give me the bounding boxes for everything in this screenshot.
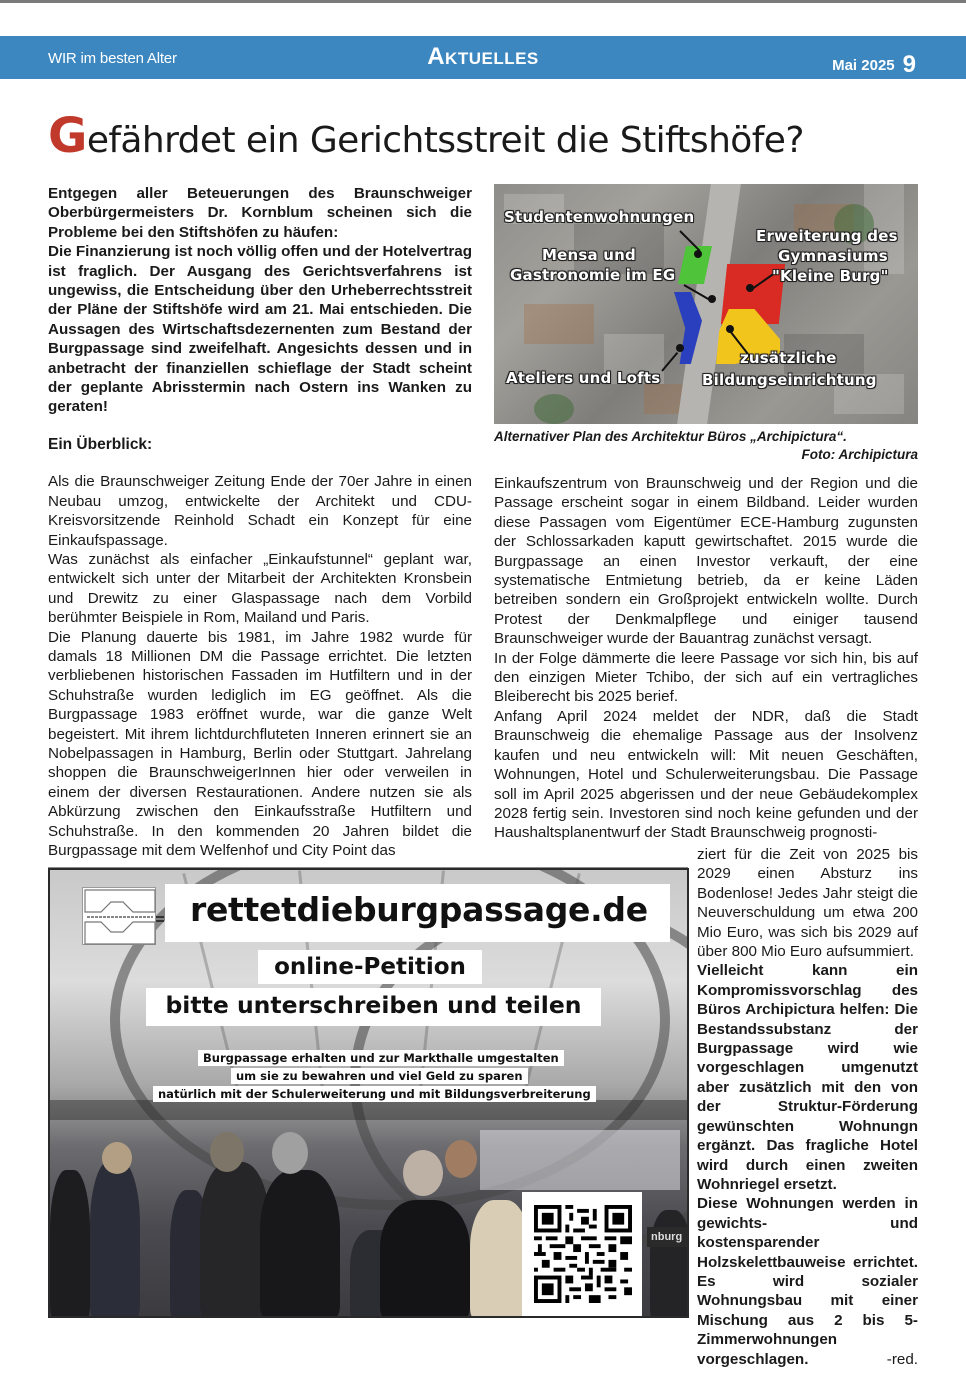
ad-line-2: um sie zu bewahren und viel Geld zu sparen xyxy=(231,1068,528,1084)
signature: -red. xyxy=(886,1350,918,1368)
label-mensa-2: Gastronomie im EG xyxy=(510,266,676,284)
petition-advertisement xyxy=(48,868,689,1318)
article-column-right xyxy=(494,474,918,843)
label-extension-2: Gymnasiums xyxy=(778,247,888,265)
ad-line-1: Burgpassage erhalten und zur Markthalle umgestalten xyxy=(198,1050,564,1066)
closing-paragraph-2: Diese Wohnungen werden in gewichts- und kostensparender Holzskelettbauweise errichtet. Es wird sozialer Wohnungsbau mit einer Mischung aus 2 bis 5-Zimmerwohnungen vorgeschlagen. -red. xyxy=(697,1195,918,1368)
headline-text: efährdet ein Gerichtsstreit die Stiftshöfe? xyxy=(86,120,804,161)
section-subhead: Ein Überblick: xyxy=(48,435,153,453)
figure-caption xyxy=(494,428,918,464)
body-paragraph: Als die Braunschweiger Zeitung Ende der 70er Jahre in einen Neubau umzog, entwickelte der Architekt und CDU-Kreisvorsitzende Reinhold Schadt ein Konzept für eine Einkaufspassage. xyxy=(48,473,472,549)
label-extension-3: "Kleine Burg" xyxy=(772,267,889,285)
headline-initial: G xyxy=(48,108,87,164)
issue-info xyxy=(832,49,916,77)
qr-code-icon[interactable] xyxy=(534,1204,632,1304)
label-mensa-1: Mensa und xyxy=(542,246,636,264)
storefront-sign: nburg xyxy=(647,1227,689,1247)
issue-date: Mai 2025 xyxy=(832,57,895,74)
body-paragraph: Die Planung dauerte bis 1981, im Jahre 1982 wurde für damals 18 Millionen DM die Passage errichtet. Die letzten verbliebenen historischen Fassaden im Hutfiltern und in der Schuhstraße wurden lediglich im EG geöffnet. Als die Burgpassage 1983 eröffnet wurde, war die ganze Welt begeistert. Mit ihrem lichtdurchfluteten Inneren erinnert sie an Nobelpassagen in Hamburg, Berlin oder Stuttgart. Jahrelang shoppen die BraunschweigerInnen hier oder verweilen in einem der diversen Restaurationen. Andere nutzen sie als Abkürzung zwischen den Einkaufsstraße Hutfiltern und Schuhstraße. In den kommenden 20 Jahren bildet die Burgpassage mit dem Welfenhof und City Point das xyxy=(48,628,472,859)
body-paragraph: Was zunächst als einfacher „Einkaufstunnel“ geplant war, entwickelt sich unter der Mitarbeit der Architekten Kronsbein und Drewitz zu einer Glaspassage nach dem Vorbild berühmter Beispiele in Rom, Mailand und Paris. xyxy=(48,550,472,627)
publication-name: WIR im besten Alter xyxy=(48,50,177,67)
label-ateliers: Ateliers und Lofts xyxy=(506,369,661,387)
page-top-rule xyxy=(0,0,966,3)
label-student-housing: Studentenwohnungen xyxy=(504,208,695,226)
body-paragraph: In der Folge dämmerte die leere Passage vor sich hin, bis auf den einzigen Mieter Tchibo, der sich auf ein vertragliches Bleiberecht bis 2025 berief. xyxy=(494,649,918,706)
header-bar xyxy=(0,36,966,79)
caption-text: Alternativer Plan des Architektur Büros „Archipictura“. xyxy=(494,429,847,444)
petition-label: online-Petition xyxy=(274,954,466,980)
association-logo xyxy=(82,887,156,945)
architect-plan-image xyxy=(494,184,918,424)
page-number: 9 xyxy=(902,51,916,78)
article-column-narrow xyxy=(697,845,918,1369)
body-paragraph: Einkaufszentrum von Braunschweig und der Region und die Passage erscheint sogar in einem Bildband. Leider wurden diese Passagen vom Eigentümer ECE-Hamburg zugunsten der Schlossarkaden kaputt gewirtschaftet. 2015 wurde die Burgpassage an einen Investor verkauft, der eine systematische Entmietung betrieb, da er keine Läden betreiben sondern ein Großprojekt entwickeln wollte. Durch Protest der Denkmalpflege und einiger tausend Braunschweiger wurde der Bauantrag zunächst versagt. xyxy=(494,475,918,648)
lead-paragraph-1: Entgegen aller Beteuerungen des Braunschweiger Oberbürgermeisters Dr. Kornblum scheinen sich die Probleme bei den Stiftshöfen zu häufen: xyxy=(48,185,472,241)
closing-paragraph-1: Vielleicht kann ein Kompromissvorschlag des Büros Archipictura helfen: Die Bestandssubstanz der Burgpassage wird wie vorgeschlagen umgenutzt aber zusätzlich mit den von der Struktur-Förderung gewünschten Wohnungn ergänzt. Das fragliche Hotel wird durch einen zweiten Wohnriegel ersetzt. xyxy=(697,962,918,1193)
label-education-1: zusätzliche xyxy=(740,349,837,367)
photo-credit: Foto: Archipictura xyxy=(801,447,918,462)
body-paragraph: Anfang April 2024 meldet der NDR, daß die Stadt Braunschweig die ehemalige Passage aus der Insolvenz kaufen und neu entwickeln will: Mit neuen Geschäften, Wohnungen, Hotel und Schulerweiterungsbau. Die Passage soll im April 2025 abgerissen und der neue Gebäudekomplex 2028 fertig sein. Investoren sind noch keine gefunden und der Haushaltsplanentwurf der Stadt Braunschweig prognosti- xyxy=(494,707,918,842)
section-title: Aktuelles xyxy=(427,43,539,70)
body-paragraph: ziert für die Zeit von 2025 bis 2029 einen Absturz ins Bodenlose! Jedes Jahr steigt die Neuverschuldung um etwa 200 Mio Euro, was sich bis 2029 auf über 800 Mio Euro aufsummiert. xyxy=(697,846,918,961)
petition-url[interactable]: rettetdieburgpassage.de xyxy=(190,890,648,929)
label-education-2: Bildungseinrichtung xyxy=(702,371,877,389)
ad-line-3: natürlich mit der Schulerweiterung und mit Bildungsverbreiterung xyxy=(153,1086,596,1102)
call-to-action: bitte unterschreiben und teilen xyxy=(165,991,582,1019)
lead-paragraph-2: Die Finanzierung ist noch völlig offen und der Hotelvertrag ist fraglich. Der Ausgang des Gerichtsverfahrens ist ungewiss, die Entscheidung über den Urheberrechtsstreit der Pläne der Stiftshöfe wird am 21. Mai entschieden. Die Aussagen des Wirtschaftsdezernenten zum Bestand der Burgpassage sind zweifelhaft. Angesichts dessen und in anbetracht der finanziellen schieflage der Stadt scheint der geplante Abrisstermin nach Ostern ins Wanken zu geraten! xyxy=(48,243,472,416)
article-column-left xyxy=(48,184,472,860)
label-extension-1: Erweiterung des xyxy=(756,227,898,245)
article-headline xyxy=(48,108,804,164)
